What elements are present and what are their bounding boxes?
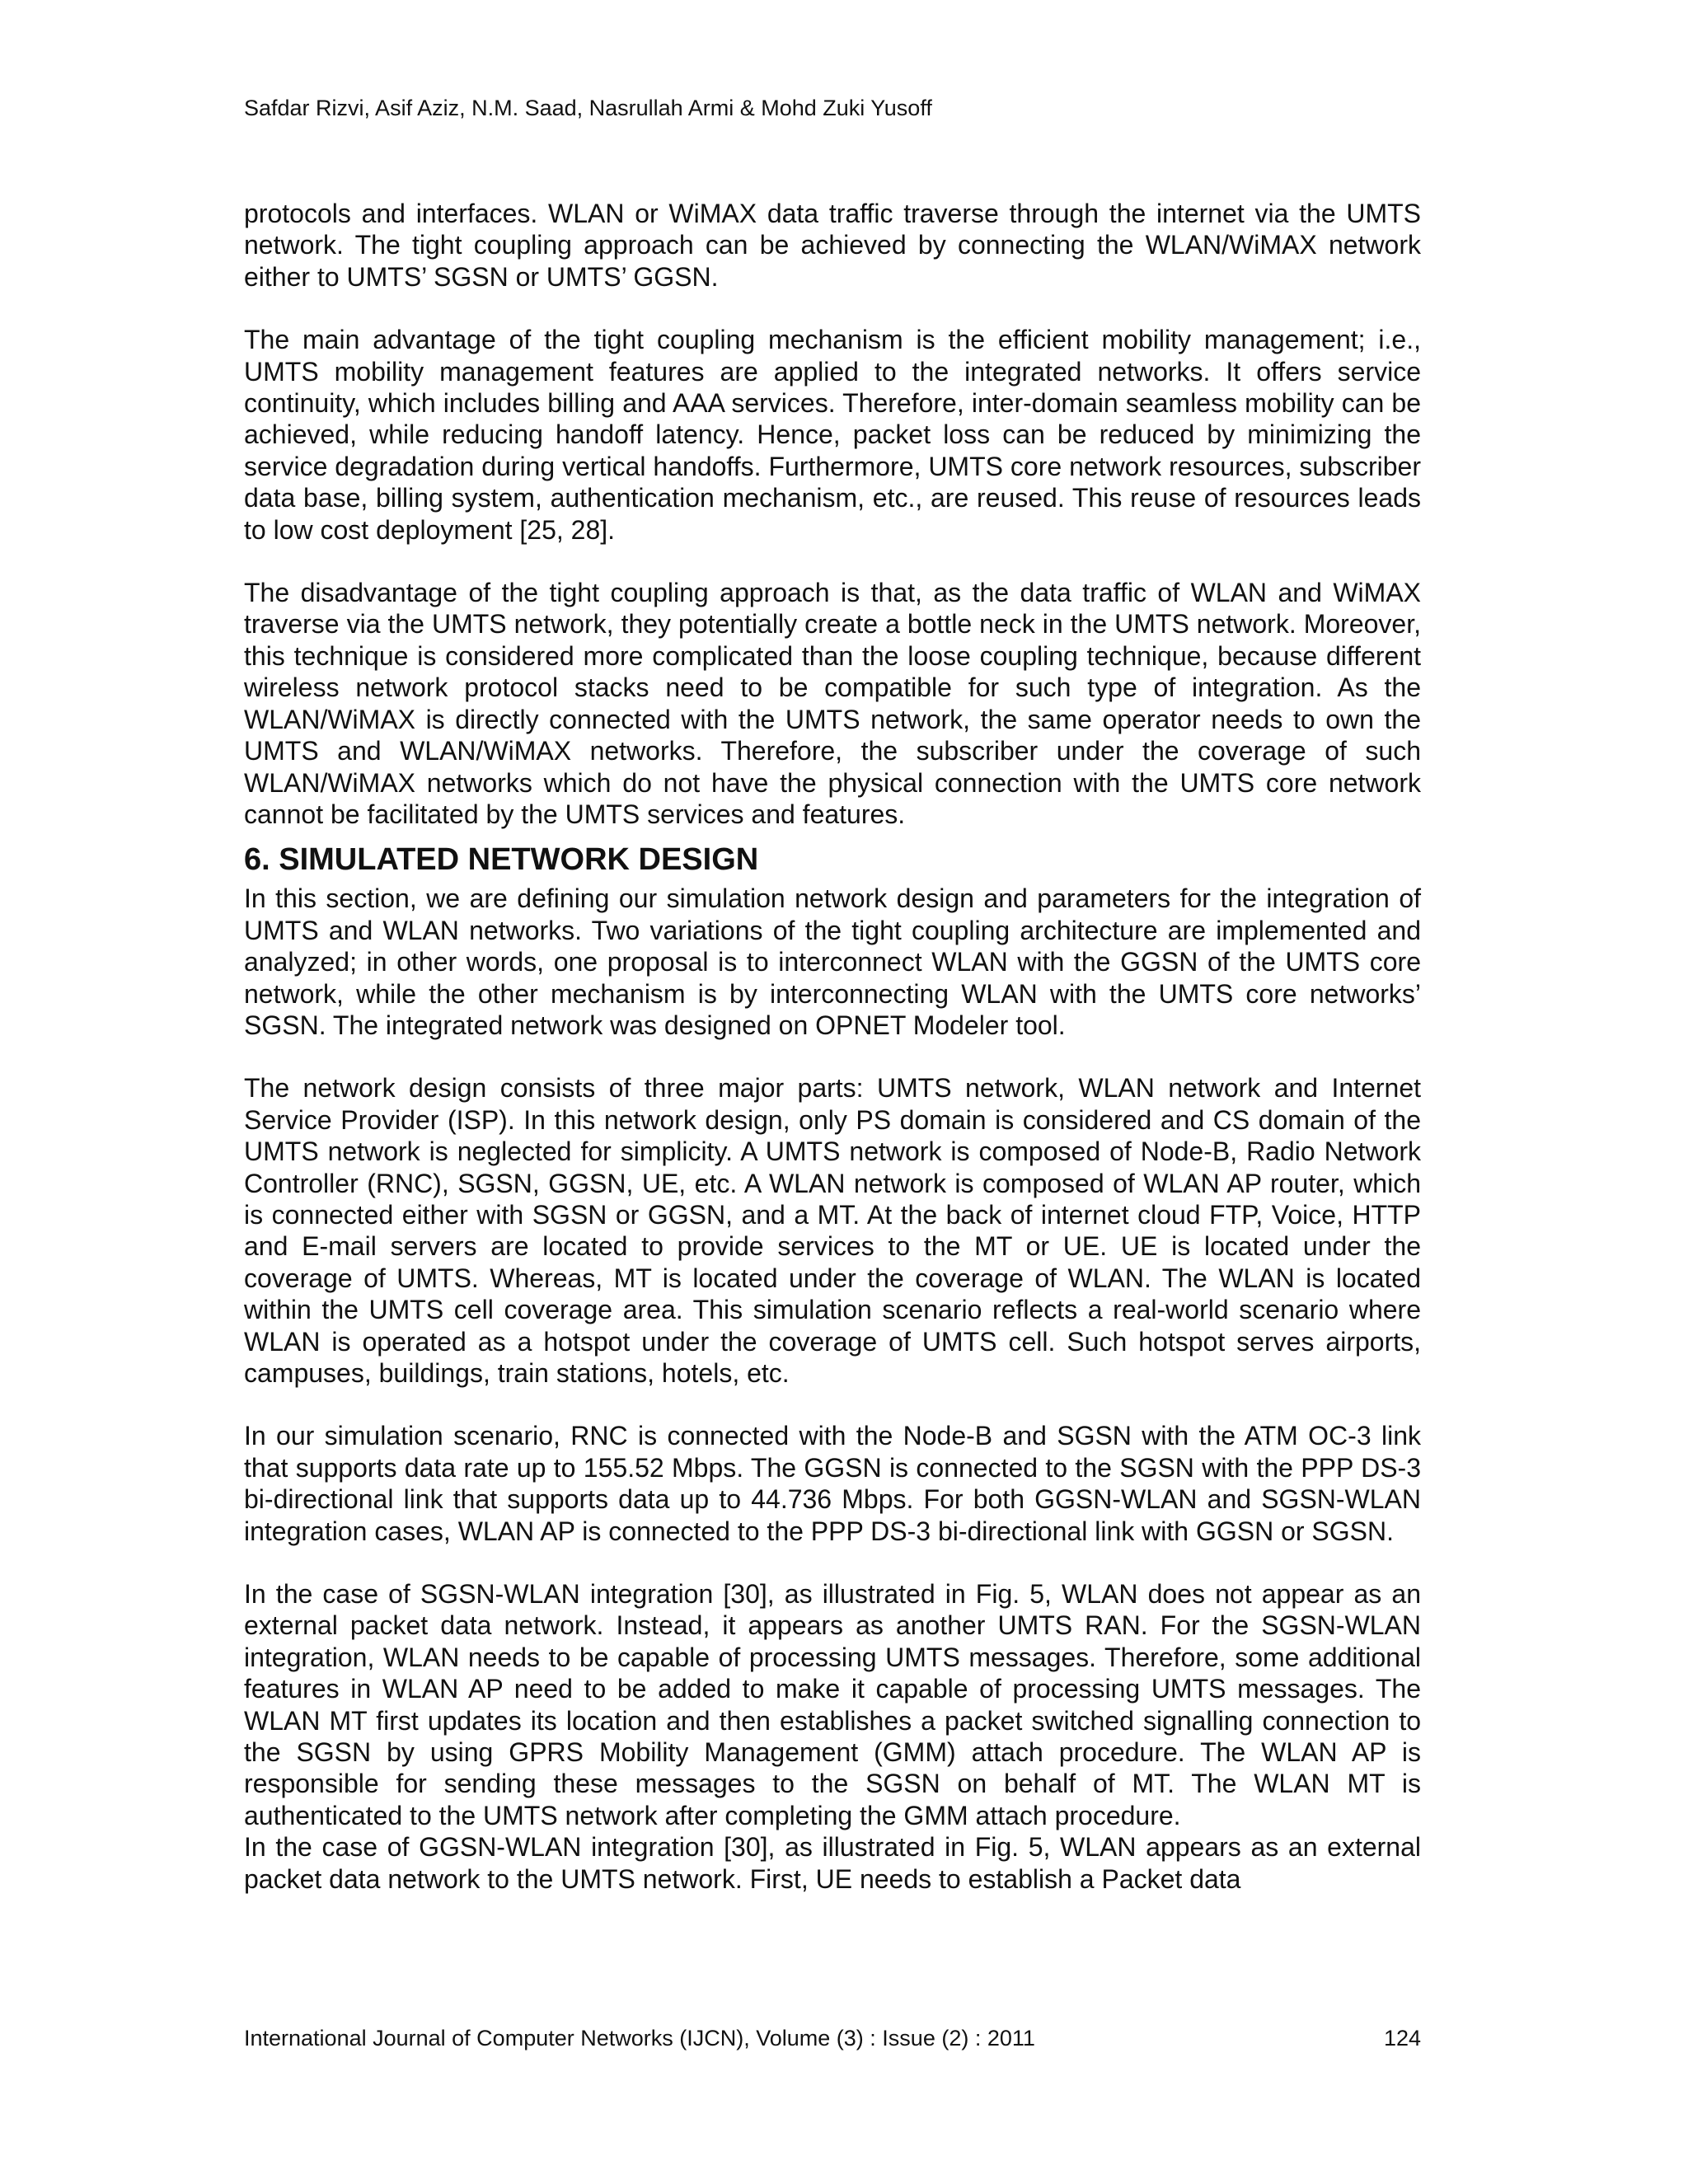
footer-journal: International Journal of Computer Networks (IJCN), Volume (3) : Issue (2) : 2011 bbox=[244, 2026, 1035, 2050]
running-header-authors: Safdar Rizvi, Asif Aziz, N.M. Saad, Nasrullah Armi & Mohd Zuki Yusoff bbox=[244, 96, 932, 120]
paragraph-5: The network design consists of three major parts: UMTS network, WLAN network and Internet Service Provider (ISP). In this network design, only PS domain is considered and CS domain of the UMTS network is neglected for simplicity. A UMTS network is composed of Node-B, Radio Network Controller (RNC), SGSN, GGSN, UE, etc. A WLAN network is composed of WLAN AP router, which is connected either with SGSN or GGSN, and a MT. At the back of internet cloud FTP, Voice, HTTP and E-mail servers are located to provide services to the MT or UE. UE is located under the coverage of UMTS. Whereas, MT is located under the coverage of WLAN. The WLAN is located within the UMTS cell coverage area. This simulation scenario reflects a real-world scenario where WLAN is operated as a hotspot under the coverage of UMTS cell. Such hotspot serves airports, campuses, buildings, train stations, hotels, etc. bbox=[244, 1073, 1421, 1388]
paragraph-2: The main advantage of the tight coupling mechanism is the efficient mobility management; i.e., UMTS mobility management features are applied to the integrated networks. It offers service continuity, which includes billing and AAA services. Therefore, inter-domain seamless mobility can be achieved, while reducing handoff latency. Hence, packet loss can be reduced by minimizing the service degradation during vertical handoffs. Furthermore, UMTS core network resources, subscriber data base, billing system, authentication mechanism, etc., are reused. This reuse of resources leads to low cost deployment [25, 28]. bbox=[244, 325, 1421, 545]
paragraph-3: The disadvantage of the tight coupling approach is that, as the data traffic of WLAN and WiMAX traverse via the UMTS network, they potentially create a bottle neck in the UMTS network. Moreover, this technique is considered more complicated than the loose coupling technique, because different wireless network protocol stacks need to be compatible for such type of integration. As the WLAN/WiMAX is directly connected with the UMTS network, the same operator needs to own the UMTS and WLAN/WiMAX networks. Therefore, the subscriber under the coverage of such WLAN/WiMAX networks which do not have the physical connection with the UMTS core network cannot be facilitated by the UMTS services and features. bbox=[244, 578, 1421, 829]
page-footer bbox=[244, 2026, 1421, 2051]
body-text bbox=[244, 198, 1421, 1926]
paragraph-8: In the case of GGSN-WLAN integration [30], as illustrated in Fig. 5, WLAN appears as an external packet data network to the UMTS network. First, UE needs to establish a Packet data bbox=[244, 1832, 1421, 1894]
paragraph-7: In the case of SGSN-WLAN integration [30], as illustrated in Fig. 5, WLAN does not appear as an external packet data network. Instead, it appears as another UMTS RAN. For the SGSN-WLAN integration, WLAN needs to be capable of processing UMTS messages. Therefore, some additional features in WLAN AP need to be added to make it capable of processing UMTS messages. The WLAN MT first updates its location and then establishes a packet switched signalling connection to the SGSN by using GPRS Mobility Management (GMM) attach procedure. The WLAN AP is responsible for sending these messages to the SGSN on behalf of MT. The WLAN MT is authenticated to the UMTS network after completing the GMM attach procedure. bbox=[244, 1579, 1421, 1830]
paragraph-6: In our simulation scenario, RNC is connected with the Node-B and SGSN with the ATM OC-3 link that supports data rate up to 155.52 Mbps. The GGSN is connected to the SGSN with the PPP DS-3 bi-directional link that supports data up to 44.736 Mbps. For both GGSN-WLAN and SGSN-WLAN integration cases, WLAN AP is connected to the PPP DS-3 bi-directional link with GGSN or SGSN. bbox=[244, 1421, 1421, 1546]
paragraph-1: protocols and interfaces. WLAN or WiMAX data traffic traverse through the internet via the UMTS network. The tight coupling approach can be achieved by connecting the WLAN/WiMAX network either to UMTS’ SGSN or UMTS’ GGSN. bbox=[244, 199, 1421, 292]
section-heading: 6. SIMULATED NETWORK DESIGN bbox=[244, 842, 759, 878]
paragraph-4: In this section, we are defining our simulation network design and parameters for the integration of UMTS and WLAN networks. Two variations of the tight coupling architecture are implemented and analyzed; in other words, one proposal is to interconnect WLAN with the GGSN of the UMTS core network, while the other mechanism is by interconnecting WLAN with the UMTS core networks’ SGSN. The integrated network was designed on OPNET Modeler tool. bbox=[244, 883, 1421, 1040]
footer-page-number: 124 bbox=[1383, 2026, 1421, 2050]
